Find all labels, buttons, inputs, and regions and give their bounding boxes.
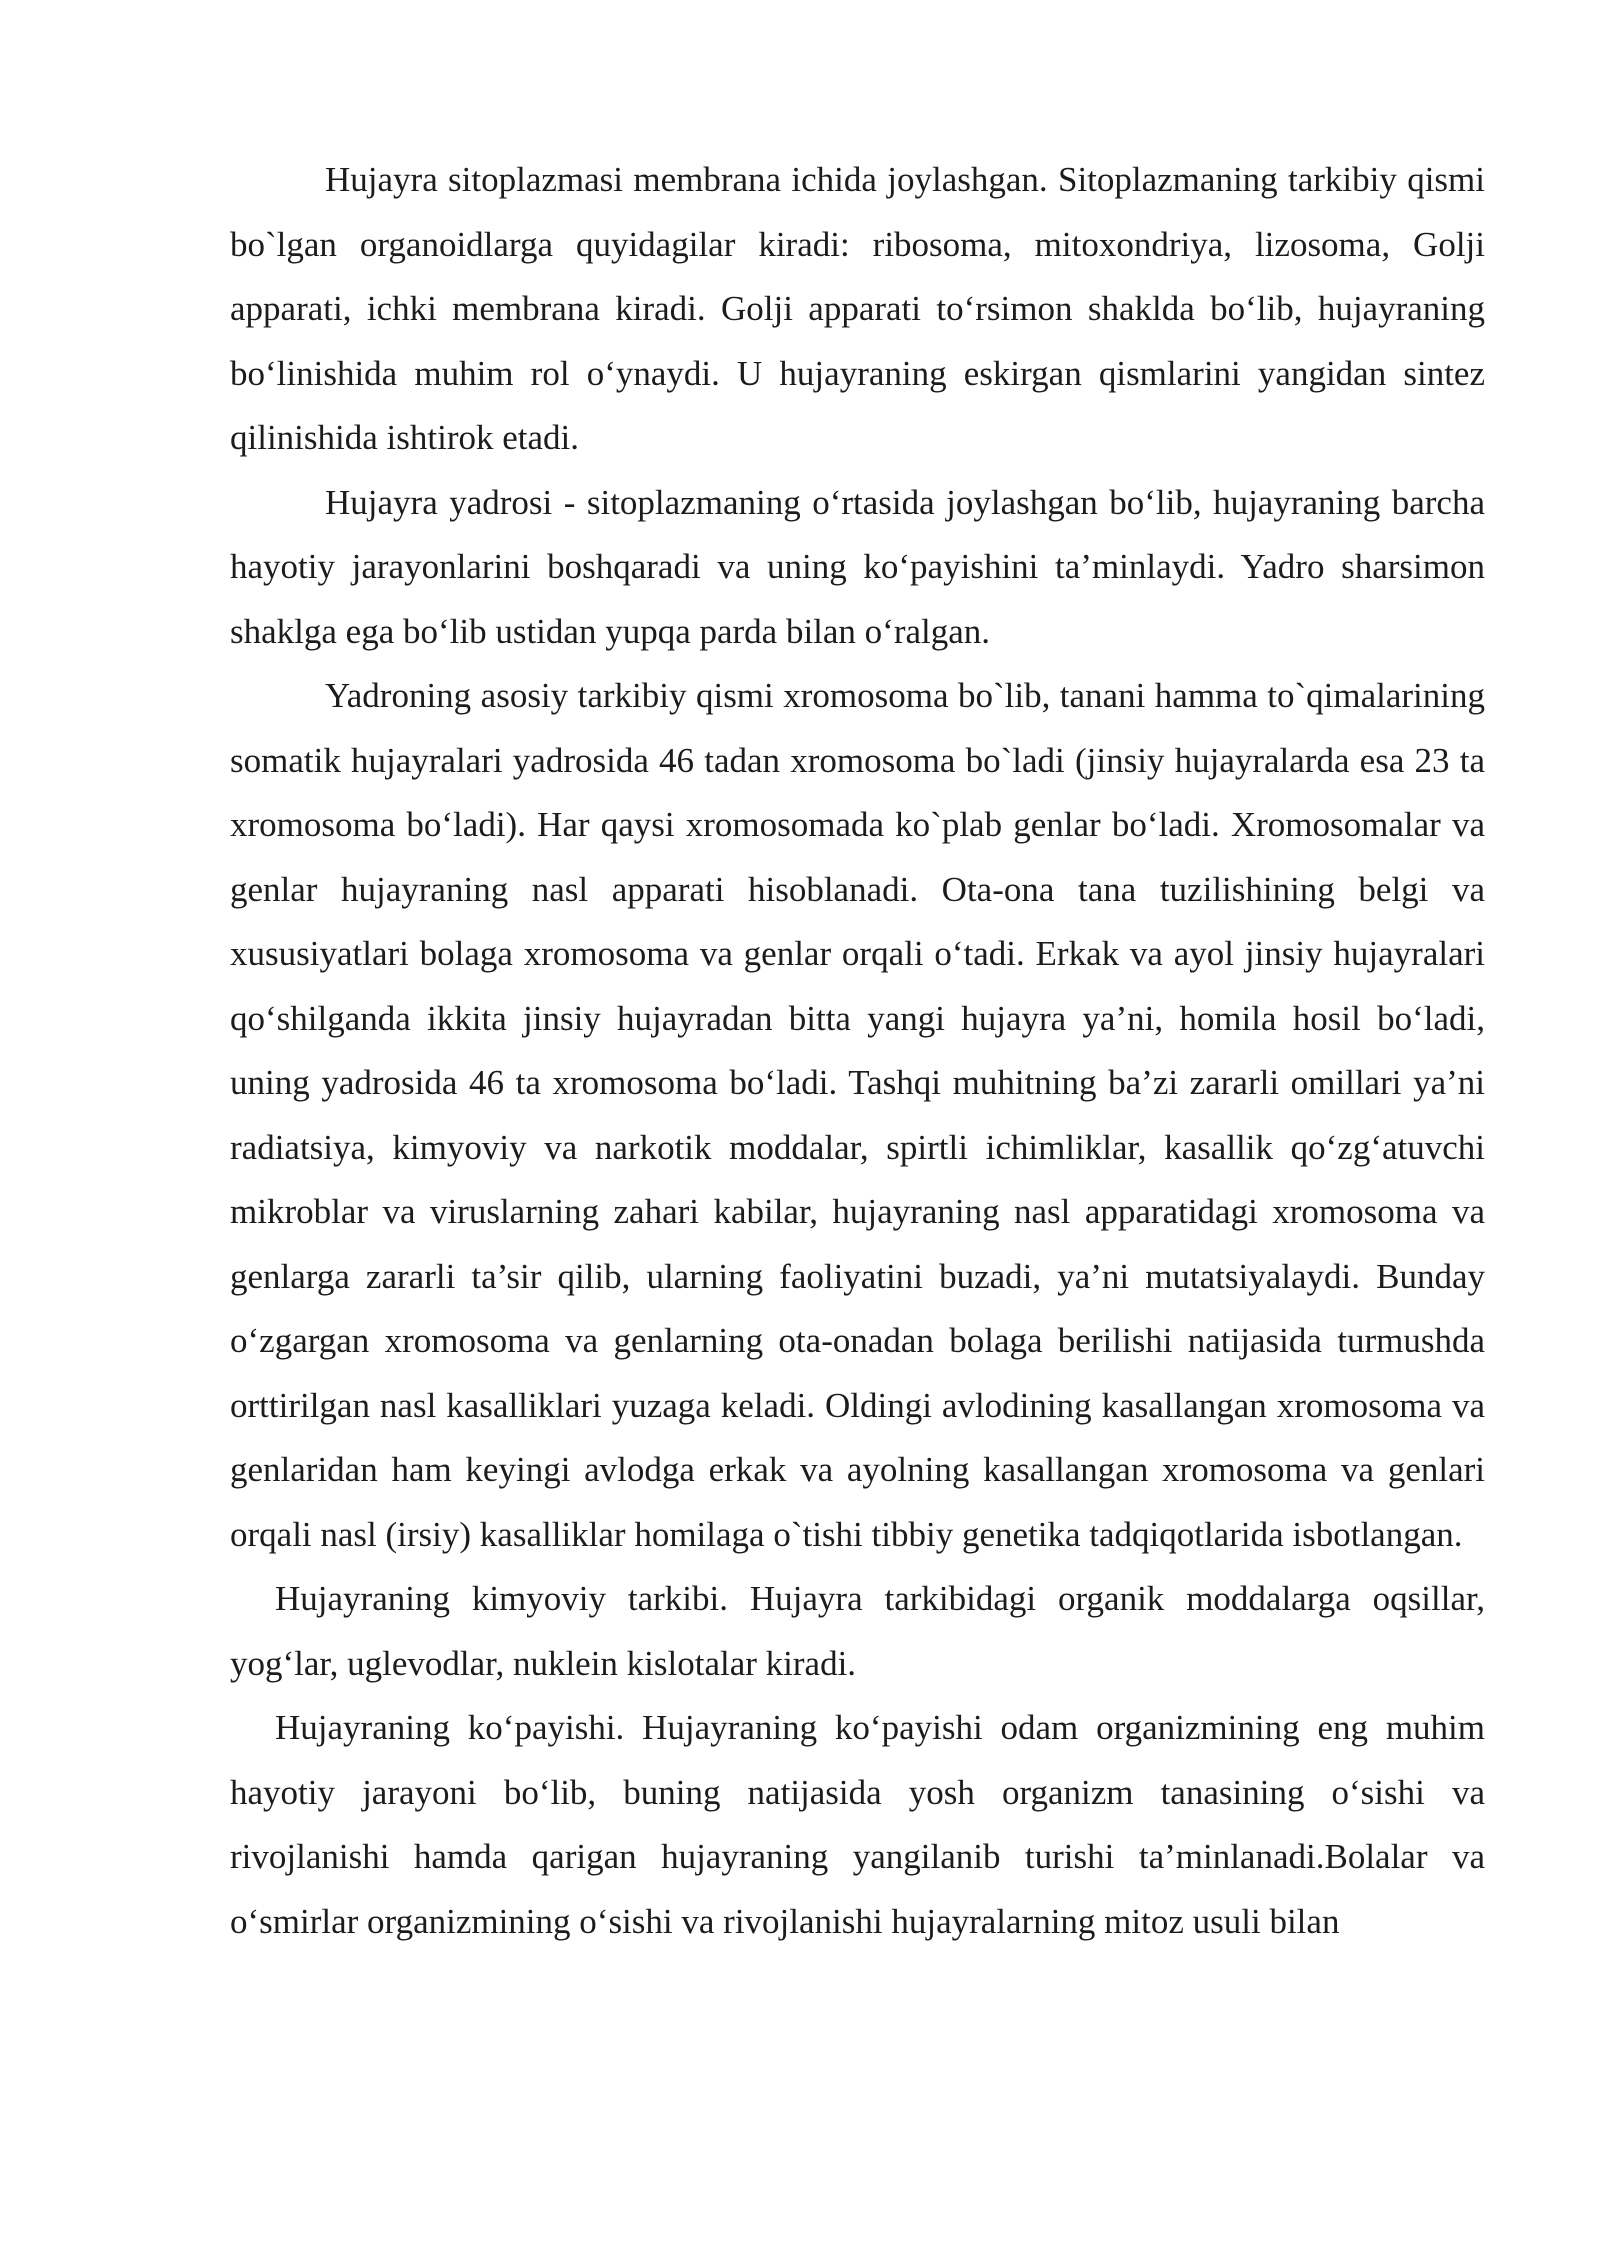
paragraph-chromosomes: Yadroning asosiy tarkibiy qismi xromosoma bo`lib, tanani hamma to`qimalarining somatik hujayralari yadrosida 46 tadan xromosoma bo`ladi (jinsiy hujayralarda esa 23 ta xromosoma bo‘ladi). Har qaysi xromosomada ko`plab genlar bo‘ladi. Xromosomalar va genlar hujayraning nasl apparati hisoblanadi. Ota-ona tana tuzilishining belgi va xususiyatlari bolaga xromosoma va genlar orqali o‘tadi. Erkak va ayol jinsiy hujayralari qo‘shilganda ikkita jinsiy hujayradan bitta yangi hujayra ya’ni, homila hosil bo‘ladi, uning yadrosida 46 ta xromosoma bo‘ladi. Tashqi muhitning ba’zi zararli omillari ya’ni radiatsiya, kimyoviy va narkotik moddalar, spirtli ichimliklar, kasallik qo‘zg‘atuvchi mikroblar va viruslarning zahari kabilar, hujayraning nasl apparatidagi xromosoma va genlarga zararli ta’sir qilib, ularning faoliyatini buzadi, ya’ni mutatsiyalaydi. Bunday o‘zgargan xromosoma va genlarning ota-onadan bolaga berilishi natijasida turmushda orttirilgan nasl kasalliklari yuzaga keladi. Oldingi avlodining kasallangan xromosoma va genlaridan ham keyingi avlodga erkak va ayolning kasallangan xromosoma va genlari orqali nasl (irsiy) kasalliklar homilaga o`tishi tibbiy genetika tadqiqotlarida isbotlangan. [230,676,1485,1554]
paragraph-chemical-composition: Hujayraning kimyoviy tarkibi. Hujayra tarkibidagi organik moddalarga oqsillar, yog‘lar, uglevodlar, nuklein kislotalar kiradi. [230,1579,1485,1683]
paragraph-cell-reproduction: Hujayraning ko‘payishi. Hujayraning ko‘payishi odam organizmining eng muhim hayotiy jarayoni bo‘lib, buning natijasida yosh organizm tanasining o‘sishi va rivojlanishi hamda qarigan hujayraning yangilanib turishi ta’minlanadi.Bolalar va o‘smirlar organizmining o‘sishi va rivojlanishi hujayralarning mitoz usuli bilan [230,1708,1485,1941]
document-page [230,148,1485,1954]
paragraph-nucleus: Hujayra yadrosi - sitoplazmaning o‘rtasida joylashgan bo‘lib, hujayraning barcha hayotiy jarayonlarini boshqaradi va uning ko‘payishini ta’minlaydi. Yadro sharsimon shaklga ega bo‘lib ustidan yupqa parda bilan o‘ralgan. [230,482,1485,651]
paragraph-cytoplasm: Hujayra sitoplazmasi membrana ichida joylashgan. Sitoplazmaning tarkibiy qismi bo`lgan organoidlarga quyidagilar kiradi: ribosoma, mitoxondriya, lizosoma, Golji apparati, ichki membrana kiradi. Golji apparati to‘rsimon shaklda bo‘lib, hujayraning bo‘linishida muhim rol o‘ynaydi. U hujayraning eskirgan qismlarini yangidan sintez qilinishida ishtirok etadi. [230,160,1485,457]
